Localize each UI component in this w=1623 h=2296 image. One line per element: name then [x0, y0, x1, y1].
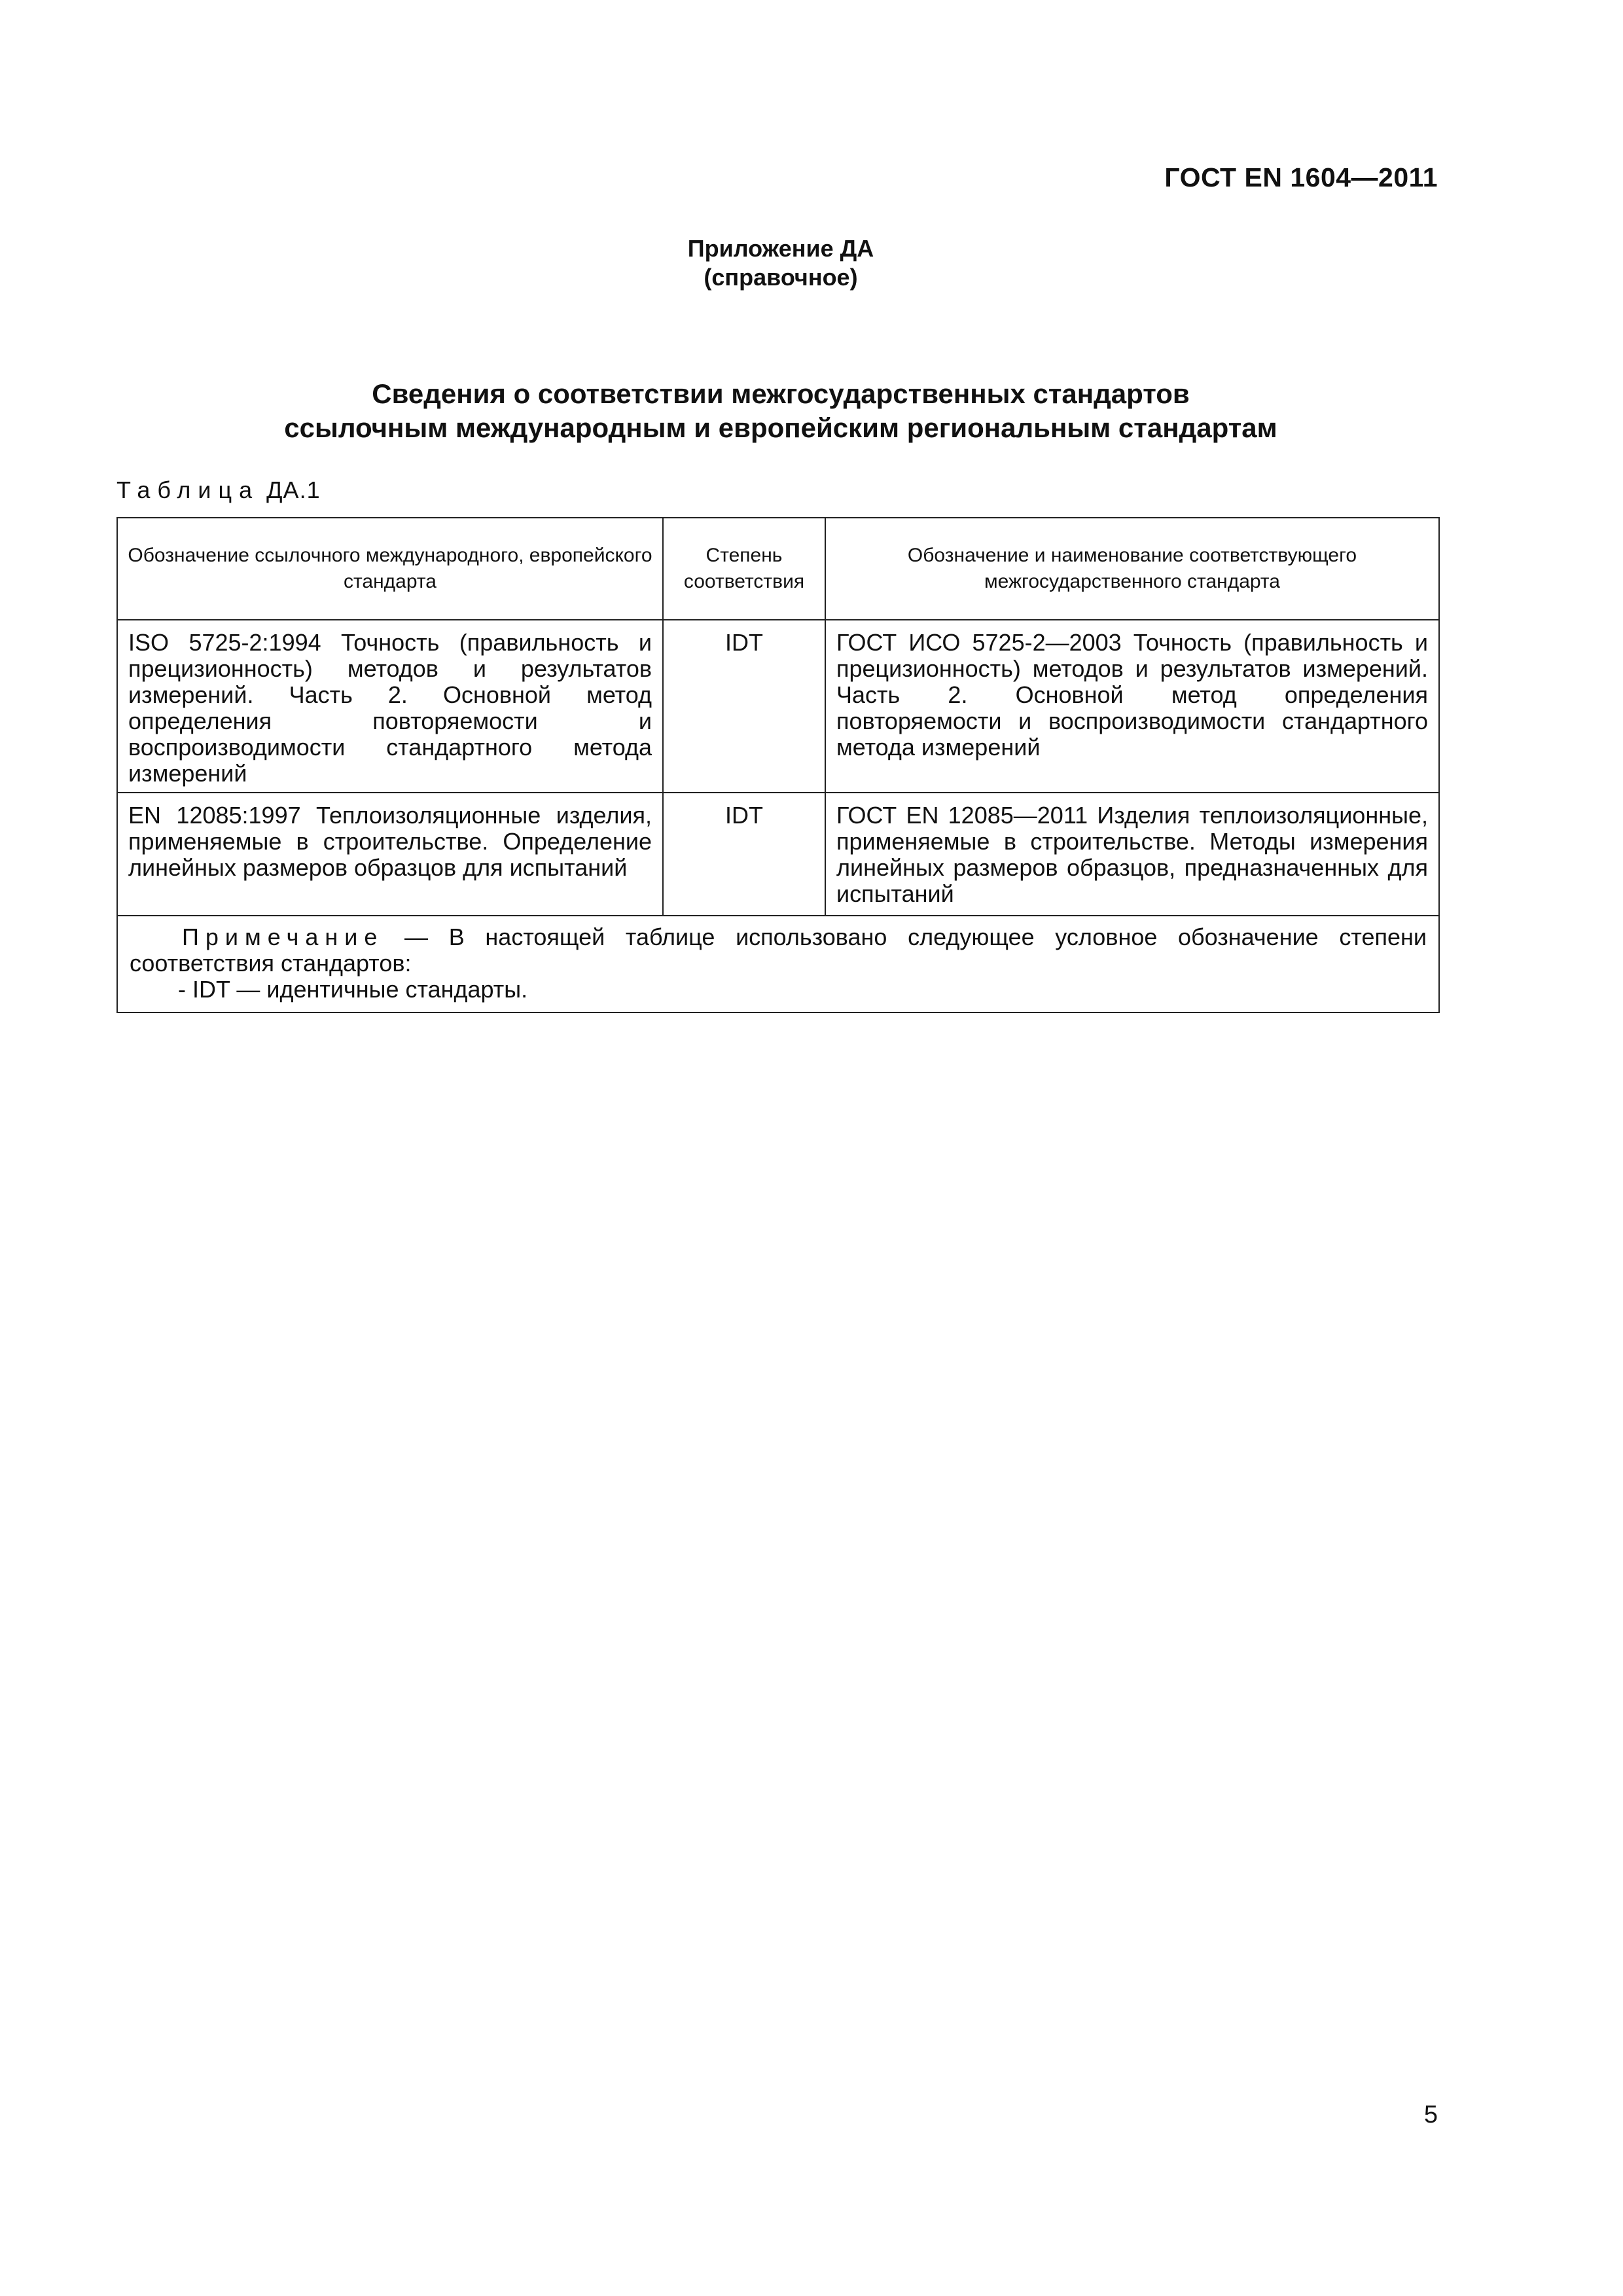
document-code: ГОСТ EN 1604—2011	[1164, 162, 1438, 192]
section-title	[0, 377, 1561, 445]
section-title-line2: ссылочным международным и европейским региональным стандартам	[284, 412, 1277, 443]
header-degree: Степень соответствия	[663, 518, 825, 620]
cell-degree: IDT	[663, 793, 825, 916]
section-title-line1: Сведения о соответствии межгосударственных стандартов	[372, 378, 1190, 409]
cell-reference-standard: EN 12085:1997 Теплоизоляционные изделия, применяемые в строительстве. Определение линейных размеров образцов для испытаний	[117, 793, 663, 916]
table-row	[117, 793, 1439, 916]
table-label	[116, 476, 321, 504]
note-text: — В настоящей таблице использовано следующее условное обозначение степени соответствия стандартов:	[130, 924, 1427, 977]
header-national-standard: Обозначение и наименование соответствующего межгосударственного стандарта	[825, 518, 1439, 620]
table-note	[117, 916, 1439, 1013]
cell-reference-standard: ISO 5725-2:1994 Точность (правильность и прецизионность) методов и результатов измерений. Часть 2. Основной метод определения повторяемости и воспроизводимости стандартного метода измерений	[117, 620, 663, 793]
page-number: 5	[1423, 2101, 1438, 2128]
table-note-row	[117, 916, 1439, 1013]
conformity-table	[116, 517, 1440, 1013]
cell-national-standard: ГОСТ ИСО 5725-2—2003 Точность (правильность и прецизионность) методов и результатов измерений. Часть 2. Основной метод определения повторяемости и воспроизводимости стандартного метода измерений	[825, 620, 1439, 793]
annex-title: Приложение ДА	[687, 235, 874, 262]
note-word: Примечание	[182, 924, 384, 950]
table-row	[117, 620, 1439, 793]
annex-subtitle: (справочное)	[704, 264, 858, 291]
note-item: - IDT — идентичные стандарты.	[178, 976, 528, 1003]
cell-national-standard: ГОСТ EN 12085—2011 Изделия теплоизоляционные, применяемые в строительстве. Методы измерения линейных размеров образцов, предназначенных для испытаний	[825, 793, 1439, 916]
table-label-number: ДА.1	[266, 476, 321, 503]
table-label-word: Таблица	[116, 476, 260, 503]
table-header-row	[117, 518, 1439, 620]
annex-heading	[0, 234, 1561, 292]
cell-degree: IDT	[663, 620, 825, 793]
header-reference-standard: Обозначение ссылочного международного, европейского стандарта	[117, 518, 663, 620]
